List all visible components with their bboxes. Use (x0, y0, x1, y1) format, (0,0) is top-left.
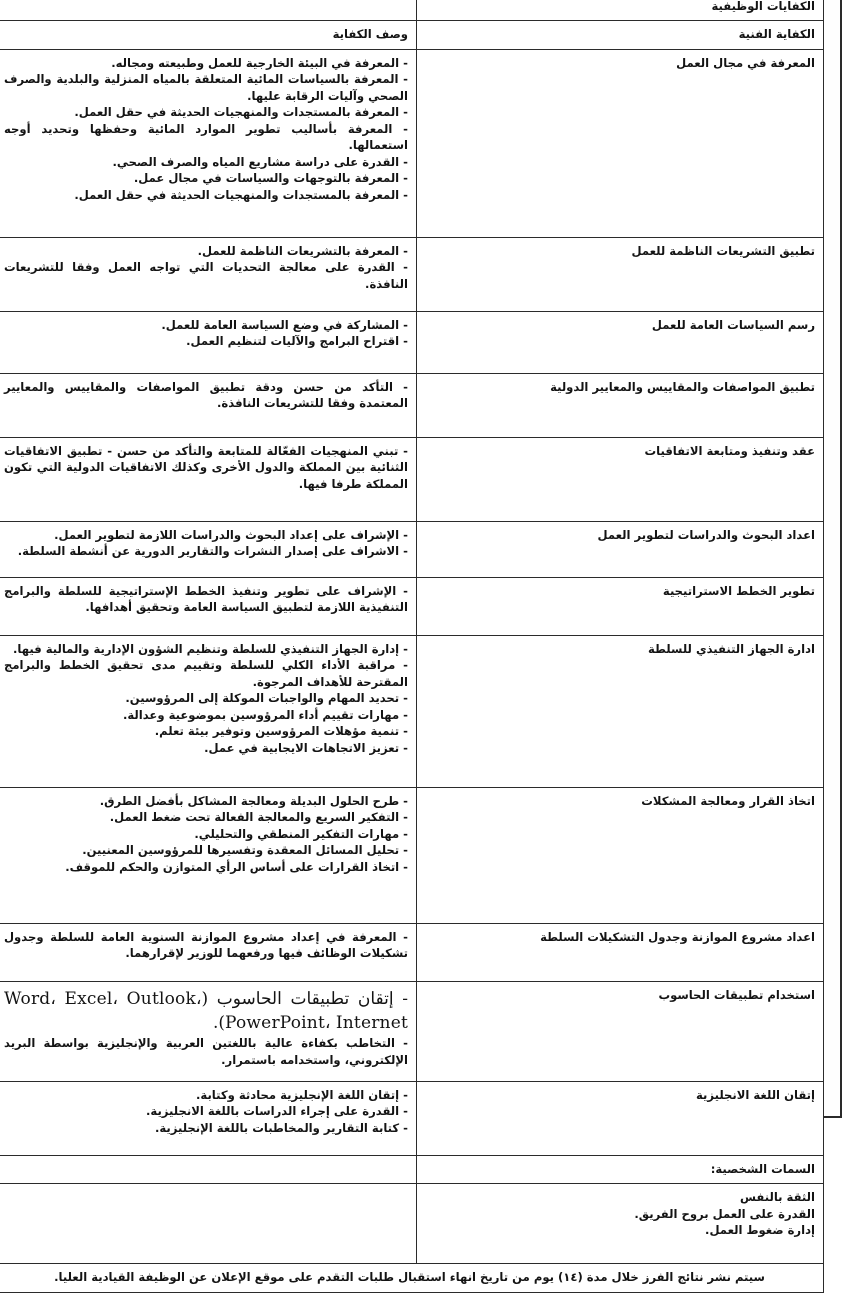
description-line: - تحديد المهام والواجبات الموكلة إلى المرؤوسين. (125, 691, 408, 706)
table-row (0, 1081, 824, 1155)
traits-empty-cell (0, 1184, 417, 1264)
table-row (0, 923, 824, 981)
table-row-footer-note (0, 1264, 824, 1292)
section-title-empty-cell (0, 0, 417, 21)
description-line: - مهارات تقييم أداء المرؤوسين بموضوعية وعدالة. (122, 707, 408, 722)
competency-description (0, 311, 417, 373)
description-line: - تنمية مؤهلات المرؤوسين وتوفير بيئة تعلم. (154, 724, 408, 739)
table-row (0, 787, 824, 923)
competency-description (0, 521, 417, 577)
table-row (0, 437, 824, 521)
traits-list (417, 1184, 824, 1264)
description-line: - القدرة على إجراء الدراسات باللغة الانجليزية. (146, 1104, 408, 1119)
description-line: - المعرفة في البيئة الخارجية للعمل وطبيعته ومجاله. (111, 55, 408, 70)
description-line: - المعرفة في إعداد مشروع الموازنة السنوية العامة للسلطة وجدول تشكيلات الوظائف فيها ورفعهما للوزير لإقرارهما. (4, 929, 408, 961)
description-line: - المعرفة بالمستجدات والمنهجيات الحديثة في حقل العمل. (74, 187, 408, 202)
competency-label: تطبيق المواصفات والمقاييس والمعايير الدولية (417, 373, 824, 437)
header-label-column: الكفاية الفنية (417, 21, 824, 49)
competency-description (0, 635, 417, 787)
competency-label: اعداد مشروع الموازنة وجدول التشكيلات السلطة (417, 923, 824, 981)
description-line: - كتابة التقارير والمخاطبات باللغة الإنجليزية. (154, 1120, 408, 1135)
description-line: - المعرفة بالمستجدات والمنهجيات الحديثة في حقل العمل. (74, 105, 408, 120)
section-title-cell: الكفايات الوظيفية (417, 0, 824, 21)
table-row (0, 311, 824, 373)
competency-description (0, 373, 417, 437)
description-line: - اقتراح البرامج والآليات لتنظيم العمل. (186, 334, 408, 349)
description-line: - طرح الحلول البديلة ومعالجة المشاكل بأفضل الطرق. (99, 793, 408, 808)
description-line: - المعرفة بالتوجهات والسياسات في مجال عمل. (133, 171, 408, 186)
trait-item: القدرة على العمل بروح الفريق. (634, 1206, 815, 1221)
table-row (0, 577, 824, 635)
competency-label: رسم السياسات العامة للعمل (417, 311, 824, 373)
competency-label: ادارة الجهاز التنفيذي للسلطة (417, 635, 824, 787)
competency-label: تطوير الخطط الاستراتيجية (417, 577, 824, 635)
description-line: - مراقبة الأداء الكلي للسلطة وتقييم مدى تحقيق الخطط والبرامج المقترحة للأهداف المرجوة. (4, 658, 408, 689)
header-description-column: وصف الكفاية (0, 21, 417, 49)
description-line: - إتقان اللغة الإنجليزية محادثة وكتابة. (196, 1087, 408, 1102)
description-line: - تحليل المسائل المعقدة وتفسيرها للمرؤوسين المعنيين. (82, 843, 408, 858)
description-line: - التخاطب بكفاءة عالية باللغتين العربية والإنجليزية بواسطة البريد الإلكتروني، واستخدامه باستمرار. (4, 1036, 408, 1067)
description-line: - تعزيز الاتجاهات الايجابية في عمل. (204, 740, 408, 755)
footer-note: سيتم نشر نتائج الفرز خلال مدة (١٤) يوم من تاريخ انهاء استقبال طلبات التقدم على موقع الإعلان عن الوظيفة القيادية العليا. (0, 1264, 824, 1292)
description-line: - التفكير السريع والمعالجة الفعالة تحت ضغط العمل. (109, 810, 408, 825)
table-row (0, 635, 824, 787)
competency-label: اعداد البحوث والدراسات لتطوير العمل (417, 521, 824, 577)
description-line: - المعرفة بالتشريعات الناظمة للعمل. (197, 243, 408, 258)
competencies-table-wrapper (4, 0, 824, 1293)
competency-label: تطبيق التشريعات الناظمة للعمل (417, 237, 824, 311)
competency-description (0, 981, 417, 1081)
table-row (0, 373, 824, 437)
competency-description (0, 237, 417, 311)
competency-label: إتقان اللغة الانجليزية (417, 1081, 824, 1155)
competency-description (0, 577, 417, 635)
description-line: - اتخاذ القرارات على أساس الرأي المتوازن والحكم للموقف. (65, 859, 408, 874)
description-line: - مهارات التفكير المنطقي والتحليلي. (194, 826, 408, 841)
competency-description (0, 437, 417, 521)
competency-description (0, 787, 417, 923)
description-line: - القدرة على معالجة التحديات التي تواجه العمل وفقا للتشريعات النافذة. (4, 260, 408, 291)
traits-heading-empty-cell (0, 1155, 417, 1183)
table-row (0, 521, 824, 577)
description-line: - القدرة على دراسة مشاريع المياه والصرف الصحي. (112, 154, 408, 169)
traits-section-heading: السمات الشخصية: (417, 1155, 824, 1183)
competency-label: المعرفة في مجال العمل (417, 49, 824, 237)
competency-description (0, 1081, 417, 1155)
description-line: - التأكد من حسن ودقة تطبيق المواصفات والمقاييس والمعايير المعتمدة وفقا للتشريعات النافذة. (4, 379, 408, 411)
description-line: - الإشراف على تطوير وتنفيذ الخطط الإستراتيجية للسلطة والبرامج التنفيذية اللازمة لتطبيق السياسة العامة وتحقيق أهدافها. (4, 583, 408, 615)
trait-item: الثقة بالنفس (740, 1190, 815, 1205)
table-row (0, 237, 824, 311)
description-line: - إدارة الجهاز التنفيذي للسلطة وتنظيم الشؤون الإدارية والمالية فيها. (12, 641, 408, 656)
competency-label: استخدام تطبيقات الحاسوب (417, 981, 824, 1081)
competency-description (0, 923, 417, 981)
description-line: - الاشراف على إصدار النشرات والتقارير الدورية عن أنشطة السلطة. (17, 544, 408, 559)
description-line: - المشاركة في وضع السياسة العامة للعمل. (161, 317, 408, 332)
description-line: - تبني المنهجيات الفعّالة للمتابعة والتأكد من حسن - تطبيق الاتفاقيات الثنائية بين المملكة والدول الأخرى وكذلك الاتفاقيات الدولية التي تكون المملكة طرفا فيها. (4, 443, 408, 491)
table-row-traits (0, 1184, 824, 1264)
table-row-section-title (0, 0, 824, 21)
table-row (0, 49, 824, 237)
trait-item: إدارة ضغوط العمل. (705, 1223, 815, 1238)
table-row-traits-heading (0, 1155, 824, 1183)
table-row-header (0, 21, 824, 49)
description-line: - المعرفة بأساليب تطوير الموارد المائية وحفظها وتحديد أوجه استعمالها. (4, 121, 408, 153)
description-line: - المعرفة بالسياسات المائية المتعلقة بالمياه المنزلية والبلدية والصرف الصحي وآليات الرقابة عليها. (4, 72, 408, 103)
competency-description (0, 49, 417, 237)
competency-label: اتخاذ القرار ومعالجة المشكلات (417, 787, 824, 923)
description-line-computer-apps: - إتقان تطبيقات الحاسوب (Word، Excel، Outlook، PowerPoint، Internet). (4, 988, 408, 1034)
table-row (0, 981, 824, 1081)
competency-label: عقد وتنفيذ ومتابعة الاتفاقيات (417, 437, 824, 521)
description-line: - الإشراف على إعداد البحوث والدراسات اللازمة لتطوير العمل. (54, 527, 408, 542)
